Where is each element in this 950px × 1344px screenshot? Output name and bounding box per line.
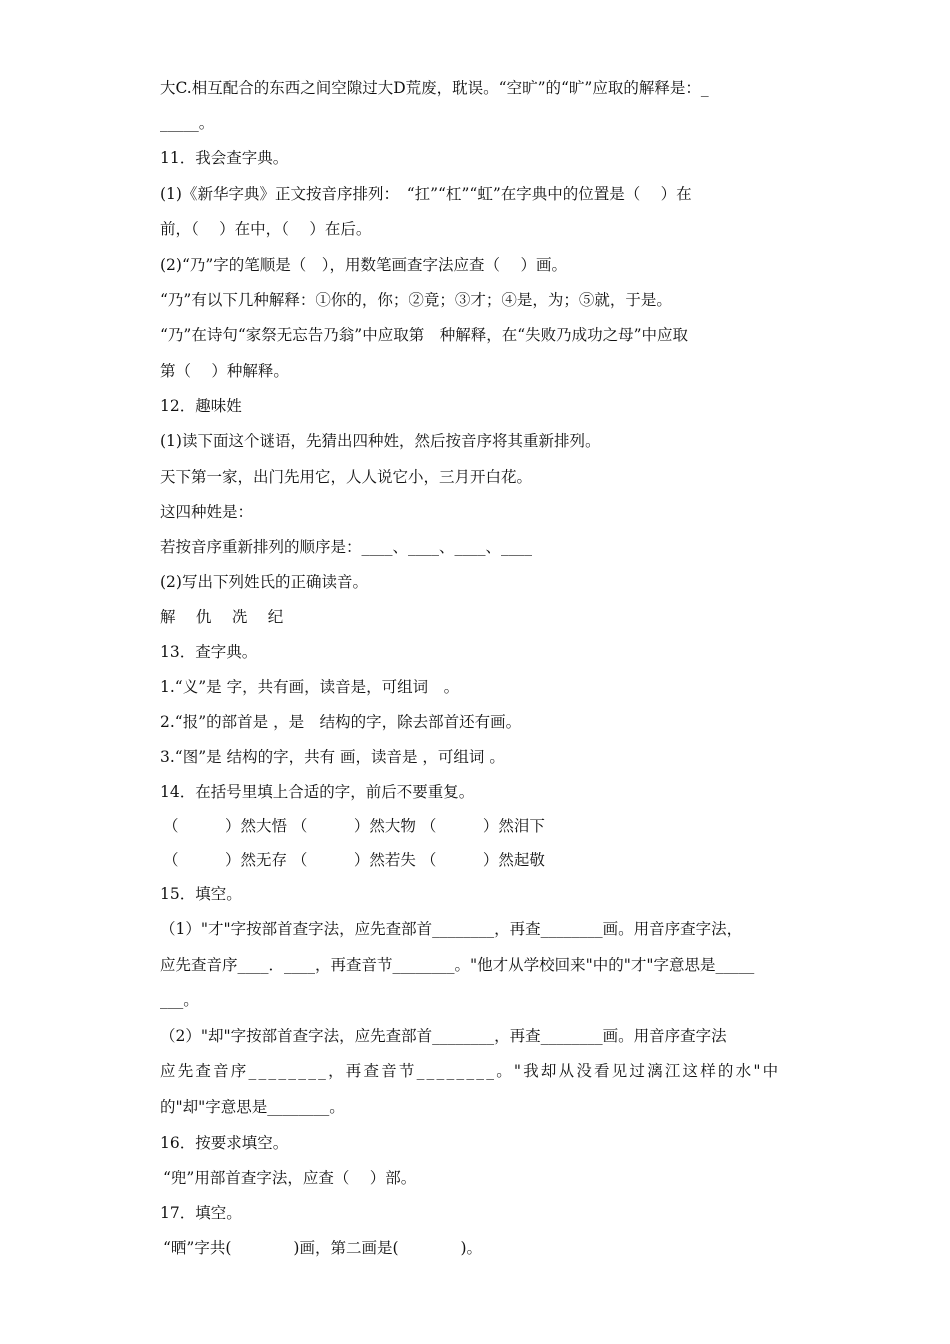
- text-line: _____。: [160, 114, 215, 132]
- text-line: 天下第一家，出门先用它，人人说它小，三月开白花。: [160, 468, 533, 486]
- text-line: “乃”有以下几种解释：①你的，你；②竟；③才；④是，为；⑤就，于是。: [160, 291, 672, 309]
- text-line: (2)“乃”字的笔顺是（ ），用数笔画查字法应查（ ）画。: [160, 256, 567, 274]
- question-heading: 14．在括号里填上合适的字，前后不要重复。: [160, 783, 475, 801]
- text-line: 大C.相互配合的东西之间空隙过大D荒废，耽误。“空旷”的“旷”应取的解释是：_: [160, 79, 709, 97]
- text-line: 前，（ ）在中，（ ）在后。: [160, 220, 372, 238]
- text-line: “乃”在诗句“家祭无忘告乃翁”中应取第 种解释，在“失败乃成功之母”中应取: [160, 326, 689, 344]
- text-line: “晒”字共( )画，第二画是( )。: [163, 1239, 483, 1257]
- text-line: (1)读下面这个谜语，先猜出四种姓，然后按音序将其重新排列。: [160, 432, 601, 450]
- question-heading: 15．填空。: [160, 885, 242, 903]
- text-line: （1）"才"字按部首查字法，应先查部首________，再查________画。用音序查字法，: [160, 920, 743, 938]
- text-line: 应先查音序____．____，再查音节________。"他才从学校回来"中的"才"字意思是_____: [160, 956, 755, 974]
- text-line: （2）"却"字按部首查字法，应先查部首________，再查________画。用音序查字法: [160, 1027, 727, 1045]
- question-heading: 11．我会查字典。: [160, 149, 289, 167]
- question-heading: 13．查字典。: [160, 643, 258, 661]
- text-line: “兜”用部首查字法，应查（ ）部。: [163, 1169, 417, 1187]
- question-heading: 17．填空。: [160, 1204, 242, 1222]
- question-heading: 16．按要求填空。: [160, 1134, 289, 1152]
- text-line: (2)写出下列姓氏的正确读音。: [160, 573, 368, 591]
- text-line: 解 仇 冼 纪: [160, 608, 284, 626]
- question-heading: 12．趣味姓: [160, 397, 242, 415]
- text-line: 3.“图”是 结构的字，共有 画，读音是 ，可组词 。: [160, 748, 505, 766]
- text-line: （ ）然无存 （ ）然若失 （ ）然起敬: [163, 851, 545, 869]
- text-line: 若按音序重新排列的顺序是：____、____、____、____: [160, 538, 533, 556]
- text-line: 应先查音序________，再查音节________。"我却从没看见过漓江这样的水"中: [160, 1062, 781, 1080]
- text-line: （ ）然大悟 （ ）然大物 （ ）然泪下: [163, 817, 545, 835]
- text-line: 第（ ）种解释。: [160, 362, 289, 380]
- text-line: (1)《新华字典》正文按音序排列： “扛”“杠”“虹”在字典中的位置是（ ）在: [160, 185, 692, 203]
- text-line: 1.“义”是 字，共有画，读音是，可组词 。: [160, 678, 460, 696]
- text-line: ___。: [160, 991, 199, 1009]
- text-line: 这四种姓是：: [160, 503, 254, 521]
- text-line: 2.“报”的部首是 ，是 结构的字，除去部首还有画。: [160, 713, 522, 731]
- text-line: 的"却"字意思是________。: [160, 1098, 345, 1116]
